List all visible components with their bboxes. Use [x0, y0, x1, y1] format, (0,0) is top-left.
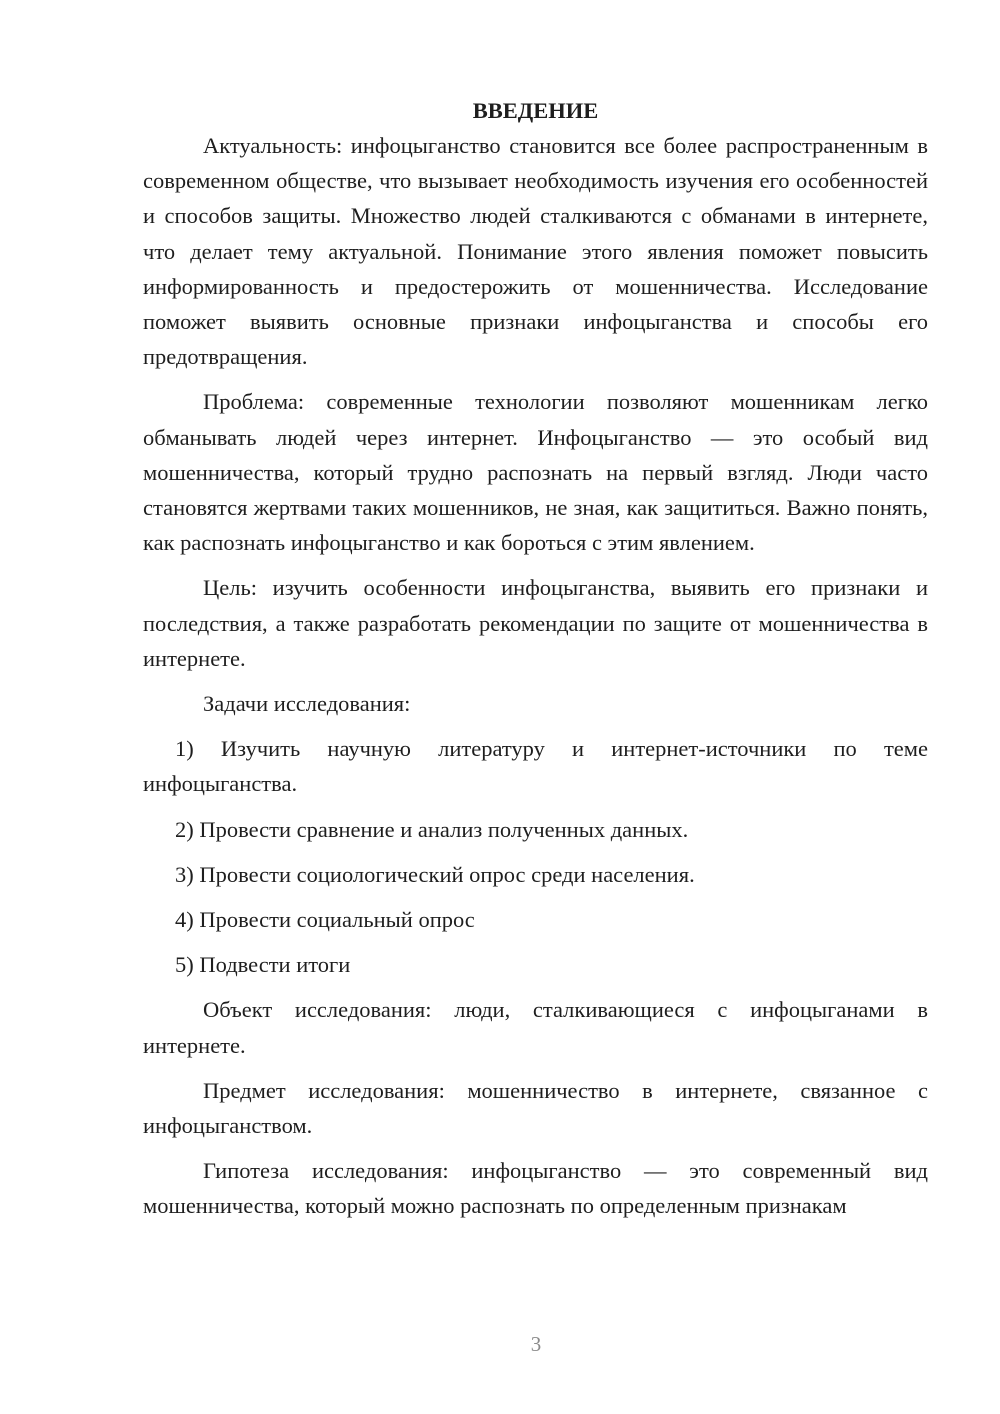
tasks-heading: Задачи исследования:	[203, 691, 411, 717]
goal-paragraph: Цель: изучить особенности инфоцыганства, выявить его признаки и последствия, а также разработать рекомендации по защите от мошенничества в интернете.	[143, 575, 928, 671]
task-item: 1) Изучить научную литературу и интернет-источники по теме инфоцыганства.	[143, 736, 928, 797]
object-paragraph: Объект исследования: люди, сталкивающиеся с инфоцыганами в интернете.	[143, 997, 928, 1058]
relevance-paragraph: Актуальность: инфоцыганство становится все более распространенным в современном обществе, что вызывает необходимость изучения его особенностей и способов защиты. Множество людей сталкиваются с обманами в интернете, что делает тему актуальной. Понимание этого явления поможет повысить информированность и предостерожить от мошенничества. Исследование поможет выявить основные признаки инфоцыганства и способы его предотвращения.	[143, 133, 928, 370]
task-item: 2) Провести сравнение и анализ полученных данных.	[175, 816, 689, 842]
hypothesis-paragraph: Гипотеза исследования: инфоцыганство — это современный вид мошенничества, который можно распознать по определенным признакам	[143, 1158, 928, 1219]
document-page	[143, 96, 928, 1234]
task-item: 3) Провести социологический опрос среди населения.	[175, 861, 695, 887]
problem-paragraph: Проблема: современные технологии позволяют мошенникам легко обманывать людей через интернет. Инфоцыганство — это особый вид мошенничества, который трудно распознать на первый взгляд. Люди часто становятся жертвами таких мошенников, не зная, как защититься. Важно понять, как распознать инфоцыганство и как бороться с этим явлением.	[143, 389, 928, 556]
section-title: ВВЕДЕНИЕ	[472, 98, 599, 123]
subject-paragraph: Предмет исследования: мошенничество в интернете, связанное с инфоцыганством.	[143, 1077, 928, 1139]
task-item: 4) Провести социальный опрос	[175, 907, 475, 933]
page-number: 3	[530, 1332, 542, 1356]
task-item: 5) Подвести итоги	[175, 952, 351, 978]
tasks-list	[143, 731, 928, 982]
